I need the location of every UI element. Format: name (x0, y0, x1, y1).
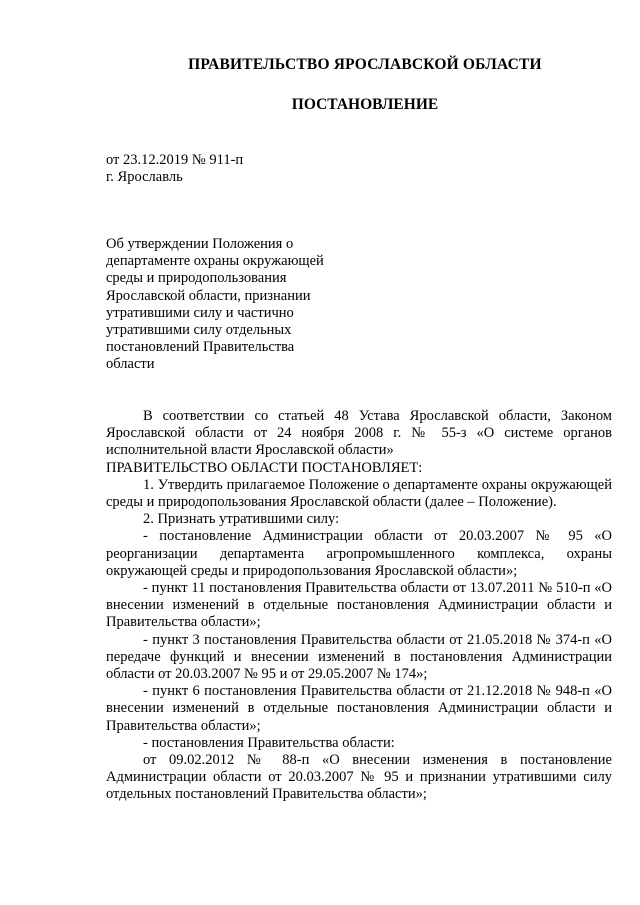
item-2e1-paragraph: от 09.02.2012 № 88-п «О внесении изменения в постановление Администрации области от 20.03.2007 № 95 и признании утратившими силу отдельных постановлений Правительства области»; (106, 752, 612, 803)
organization-heading: ПРАВИТЕЛЬСТВО ЯРОСЛАВСКОЙ ОБЛАСТИ (188, 56, 542, 73)
subject-line: постановлений Правительства (106, 339, 295, 356)
subject-line: департаменте охраны окружающей (106, 253, 324, 270)
decree-statement: ПРАВИТЕЛЬСТВО ОБЛАСТИ ПОСТАНОВЛЯЕТ: (106, 459, 423, 476)
item-2a-paragraph: - постановление Администрации области от 20.03.2007 № 95 «О реорганизации департамента агропромышленного комплекса, охраны окружающей среды и природопользования Ярославской области»; (106, 528, 612, 579)
preamble-paragraph: В соответствии со статьей 48 Устава Ярославской области, Законом Ярославской области от 24 ноября 2008 г. № 55-з «О системе органов исполнительной власти Ярославской области» (106, 408, 612, 459)
item-2-paragraph: 2. Признать утратившими силу: (143, 511, 340, 528)
document-subject (106, 236, 346, 374)
city: г. Ярославль (106, 169, 183, 185)
item-1-paragraph: 1. Утвердить прилагаемое Положение о департаменте охраны окружающей среды и природопользования Ярославской области (далее – Положение). (106, 476, 612, 511)
document-meta (106, 152, 243, 186)
item-2c-paragraph: - пункт 3 постановления Правительства области от 21.05.2018 № 374-п «О передаче функций и внесении изменений в постановления Администрации области от 20.03.2007 № 95 и от 29.05.2007 № 174»; (106, 631, 612, 683)
item-2d-paragraph: - пункт 6 постановления Правительства области от 21.12.2018 № 948-п «О внесении изменений в отдельные постановления Администрации области и Правительства области»; (106, 683, 612, 734)
subject-line: Об утверждении Положения о (106, 236, 294, 252)
subject-line: утратившими силу отдельных (106, 322, 292, 339)
item-2b-paragraph: - пункт 11 постановления Правительства области от 13.07.2011 № 510-п «О внесении изменений в отдельные постановления Администрации области и Правительства области»; (106, 580, 612, 631)
document-type-heading: ПОСТАНОВЛЕНИЕ (291, 96, 439, 113)
subject-line: среды и природопользования (106, 270, 287, 287)
item-2e-paragraph: - постановления Правительства области: (143, 734, 395, 751)
subject-line: Ярославской области, признании (106, 287, 311, 304)
subject-line: области (106, 356, 155, 373)
subject-line: утратившими силу и частично (106, 304, 294, 321)
date-number: от 23.12.2019 № 911-п (106, 152, 244, 168)
document-body (106, 408, 612, 804)
